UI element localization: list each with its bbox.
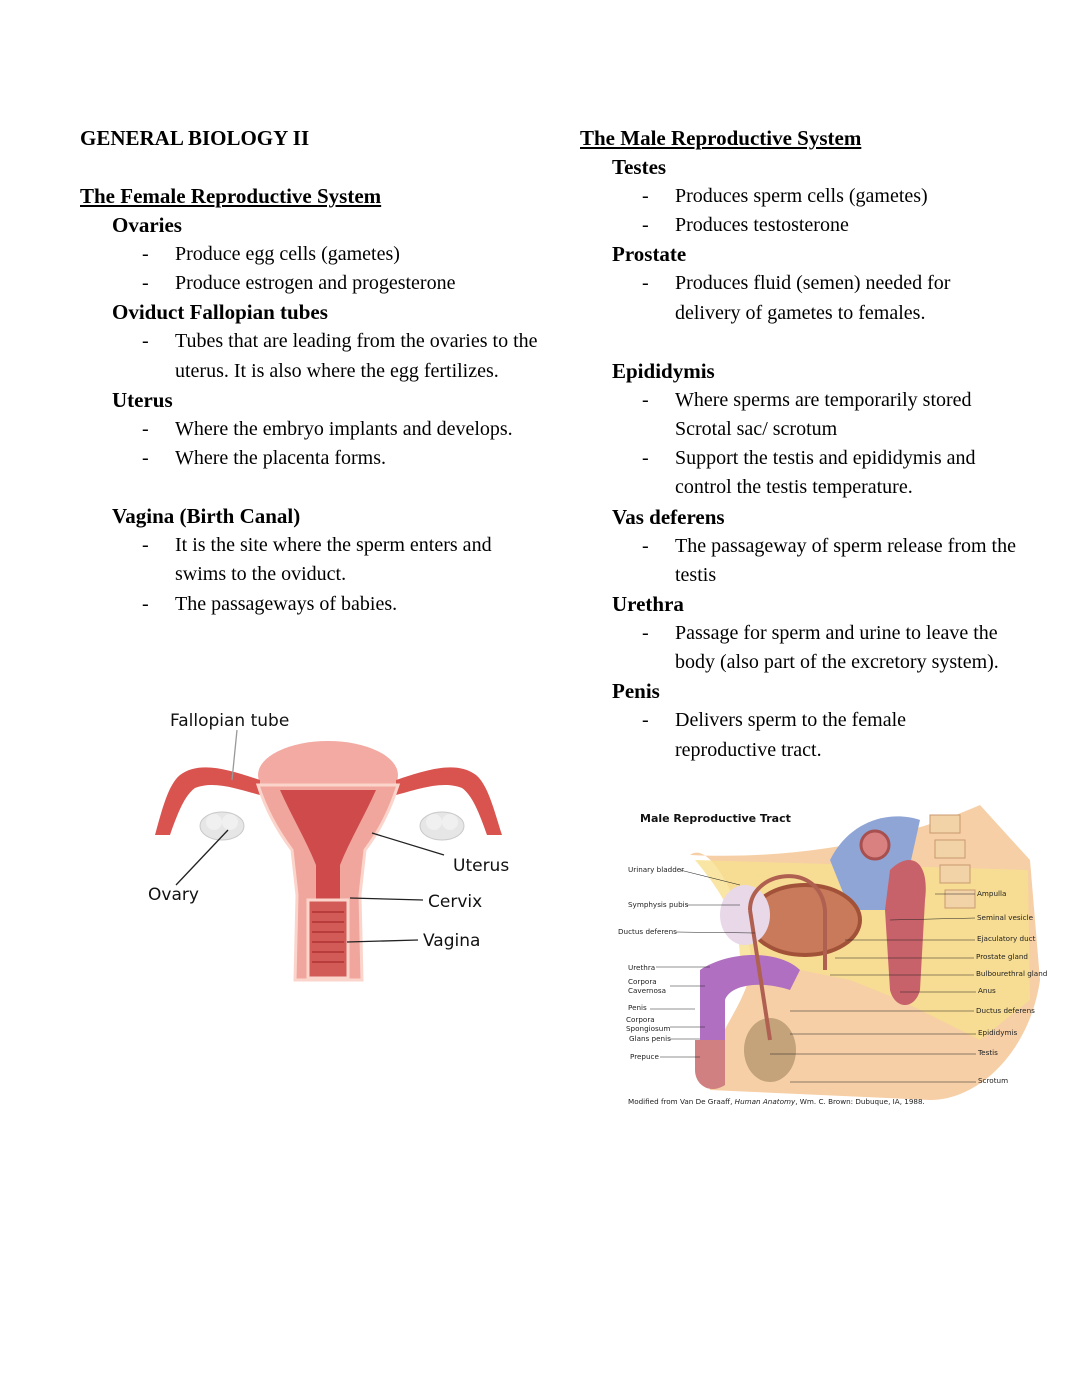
- label-right: Epididymis: [978, 1028, 1018, 1037]
- organ-heading-vagina: Vagina (Birth Canal): [112, 504, 301, 529]
- list-item: - Produces fluid (semen) needed for delivery of gametes to females.: [642, 272, 951, 324]
- label-ovary: Ovary: [148, 885, 199, 905]
- label-left: Prepuce: [630, 1052, 659, 1061]
- label-vagina: Vagina: [423, 931, 481, 951]
- organ-heading-penis: Penis: [612, 679, 660, 704]
- ovaries-points: [80, 240, 540, 298]
- organ-heading-uterus: Uterus: [112, 387, 173, 412]
- label-left: Urinary bladder: [628, 865, 685, 874]
- ovary-right: [420, 812, 464, 840]
- uterus-illustration: [140, 700, 530, 990]
- left-column: [80, 124, 540, 619]
- label-right: Testis: [978, 1048, 998, 1057]
- label-left: Penis: [628, 1003, 647, 1012]
- label-right: Ampulla: [977, 889, 1007, 898]
- label-right: Ductus deferens: [976, 1006, 1035, 1015]
- list-item: - Produces sperm cells (gametes): [642, 185, 928, 207]
- list-item: - Where the embryo implants and develops.: [142, 417, 513, 440]
- label-left: Symphysis pubis: [628, 900, 689, 909]
- label-left: Spongiosum: [626, 1024, 671, 1033]
- label-right: Seminal vesicle: [977, 913, 1034, 922]
- label-left: Corpora: [626, 1015, 655, 1024]
- label-cervix: Cervix: [428, 892, 483, 912]
- list-item: - Produce egg cells (gametes): [142, 243, 400, 265]
- female-reproductive-diagram: [140, 700, 530, 990]
- list-item: - The passageways of babies.: [142, 592, 398, 615]
- epididymis-points: [580, 386, 1050, 503]
- oviduct-points: [80, 327, 540, 385]
- list-item: - Delivers sperm to the female reproductive tract.: [642, 709, 907, 761]
- list-item: - The passageway of sperm release from the testis: [642, 534, 1016, 586]
- label-uterus: Uterus: [453, 856, 510, 876]
- document-title: GENERAL BIOLOGY II: [80, 126, 310, 150]
- label-left: Cavernosa: [628, 986, 667, 995]
- label-right: Bulbourethral gland: [976, 969, 1048, 978]
- penis-points: [580, 706, 1050, 764]
- female-section-title: The Female Reproductive System: [80, 184, 382, 208]
- uterus-points: [80, 415, 540, 473]
- organ-heading-prostate: Prostate: [612, 242, 687, 267]
- label-right: Scrotum: [978, 1076, 1009, 1085]
- label-right: Ejaculatory duct: [977, 934, 1036, 943]
- list-item: - Produces testosterone: [642, 214, 849, 237]
- prostate-points: [580, 269, 1050, 327]
- male-section-title: The Male Reproductive System: [580, 126, 862, 150]
- organ-heading-ovaries: Ovaries: [112, 213, 182, 237]
- list-item: - Tubes that are leading from the ovaries to the uterus. It is also where the egg fertilizes.: [142, 330, 538, 382]
- list-item: - Passage for sperm and urine to leave the body (also part of the excretory system).: [642, 622, 999, 674]
- label-right: Prostate gland: [976, 952, 1028, 961]
- organ-heading-epididymis: Epididymis: [612, 358, 715, 383]
- label-fallopian-tube: Fallopian tube: [170, 711, 290, 731]
- testes-points: [580, 182, 1050, 240]
- male-reproductive-diagram: [600, 800, 1060, 1120]
- list-item: - Support the testis and epididymis and control the testis temperature.: [642, 447, 976, 499]
- label-left: Glans penis: [629, 1034, 671, 1043]
- list-item: - Where the placenta forms.: [142, 447, 387, 470]
- organ-heading-oviduct: Oviduct Fallopian tubes: [112, 300, 328, 325]
- list-item: - Produce estrogen and progesterone: [142, 272, 456, 295]
- label-left: Corpora: [628, 977, 657, 986]
- urethra-points: [580, 619, 1050, 677]
- label-right: Anus: [978, 986, 996, 995]
- organ-heading-vas-deferens: Vas deferens: [612, 504, 725, 529]
- organ-heading-urethra: Urethra: [612, 592, 684, 617]
- right-column: [580, 124, 1050, 765]
- male-tract-illustration: [600, 800, 1060, 1120]
- label-left: Ductus deferens: [618, 927, 677, 936]
- organ-heading-testes: Testes: [612, 155, 667, 179]
- vagina-points: [80, 531, 540, 619]
- label-left: Urethra: [628, 963, 656, 972]
- figure-credit: Modified from Van De Graaff, Human Anatomy, Wm. C. Brown: Dubuque, IA, 1988.: [628, 1097, 925, 1106]
- vas-deferens-points: [580, 532, 1050, 590]
- figure-title: Male Reproductive Tract: [640, 812, 791, 825]
- list-item: - It is the site where the sperm enters and swims to the oviduct.: [142, 534, 492, 586]
- list-item: - Where sperms are temporarily stored Scrotal sac/ scrotum: [642, 388, 972, 441]
